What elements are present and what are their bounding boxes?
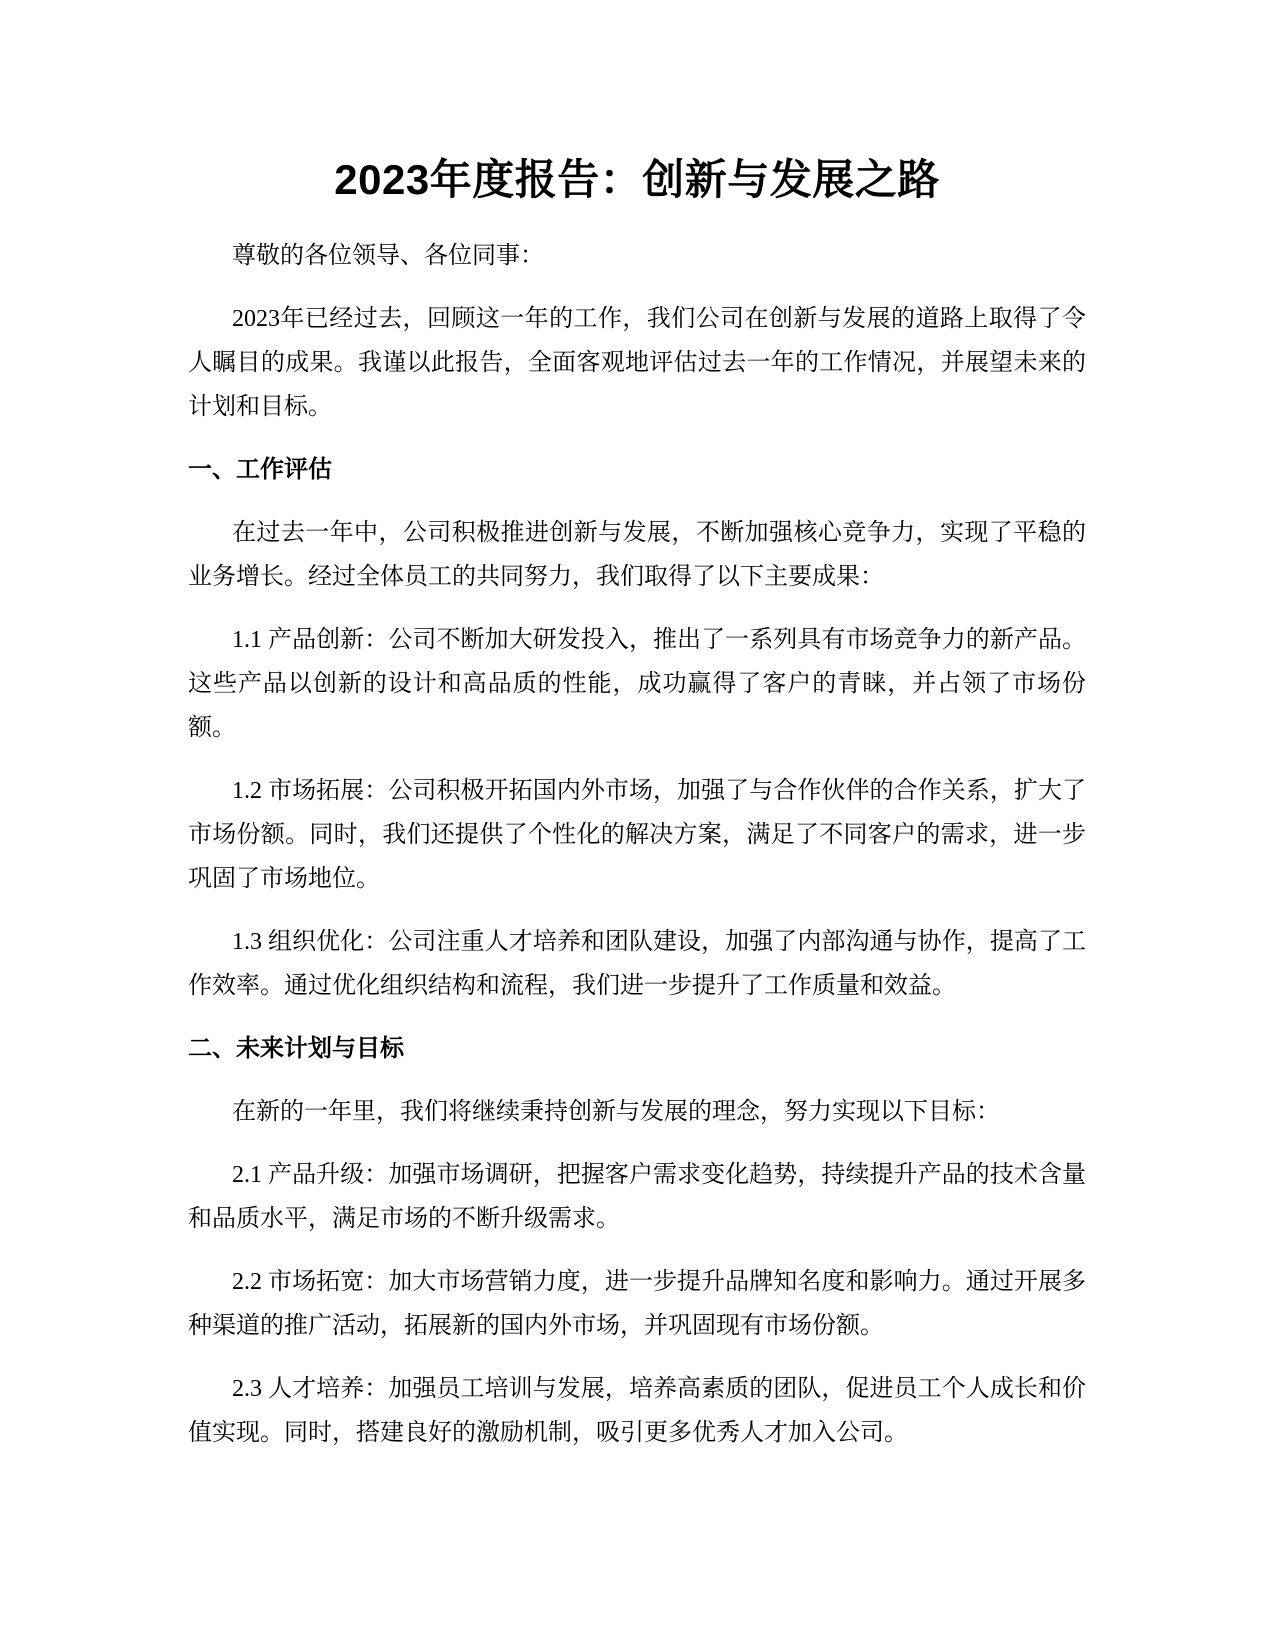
intro-paragraph: 2023年已经过去，回顾这一年的工作，我们公司在创新与发展的道路上取得了令人瞩目的成果。我谨以此报告，全面客观地评估过去一年的工作情况，并展望未来的计划和目标。: [188, 306, 1086, 420]
page-title: 2023年度报告：创新与发展之路: [334, 156, 940, 203]
item-product-innovation: 1.1 产品创新：公司不断加大研发投入，推出了一系列具有市场竞争力的新产品。这些产品以创新的设计和高品质的性能，成功赢得了客户的青睐，并占领了市场份额。: [188, 627, 1086, 741]
item-organization-optimization: 1.3 组织优化：公司注重人才培养和团队建设，加强了内部沟通与协作，提高了工作效率。通过优化组织结构和流程，我们进一步提升了工作质量和效益。: [188, 929, 1086, 999]
item-market-expansion: 1.2 市场拓展：公司积极开拓国内外市场，加强了与合作伙伴的合作关系，扩大了市场份额。同时，我们还提供了个性化的解决方案，满足了不同客户的需求，进一步巩固了市场地位。: [188, 778, 1086, 892]
item-talent-development: 2.3 人才培养：加强员工培训与发展，培养高素质的团队，促进员工个人成长和价值实现。同时，搭建良好的激励机制，吸引更多优秀人才加入公司。: [188, 1376, 1086, 1446]
item-market-broadening: 2.2 市场拓宽：加大市场营销力度，进一步提升品牌知名度和影响力。通过开展多种渠道的推广活动，拓展新的国内外市场，并巩固现有市场份额。: [188, 1269, 1086, 1339]
item-product-upgrade: 2.1 产品升级：加强市场调研，把握客户需求变化趋势，持续提升产品的技术含量和品质水平，满足市场的不断升级需求。: [188, 1162, 1086, 1232]
section1-intro-paragraph: 在过去一年中，公司积极推进创新与发展，不断加强核心竞争力，实现了平稳的业务增长。经过全体员工的共同努力，我们取得了以下主要成果：: [188, 520, 1086, 590]
greeting-paragraph: 尊敬的各位领导、各位同事：: [232, 243, 544, 269]
section-heading-work-evaluation: 一、工作评估: [188, 456, 332, 483]
document-body: [188, 150, 1086, 1474]
section-heading-future-plans: 二、未来计划与目标: [188, 1035, 404, 1062]
section2-intro-paragraph: 在新的一年里，我们将继续秉持创新与发展的理念，努力实现以下目标：: [232, 1099, 1000, 1125]
